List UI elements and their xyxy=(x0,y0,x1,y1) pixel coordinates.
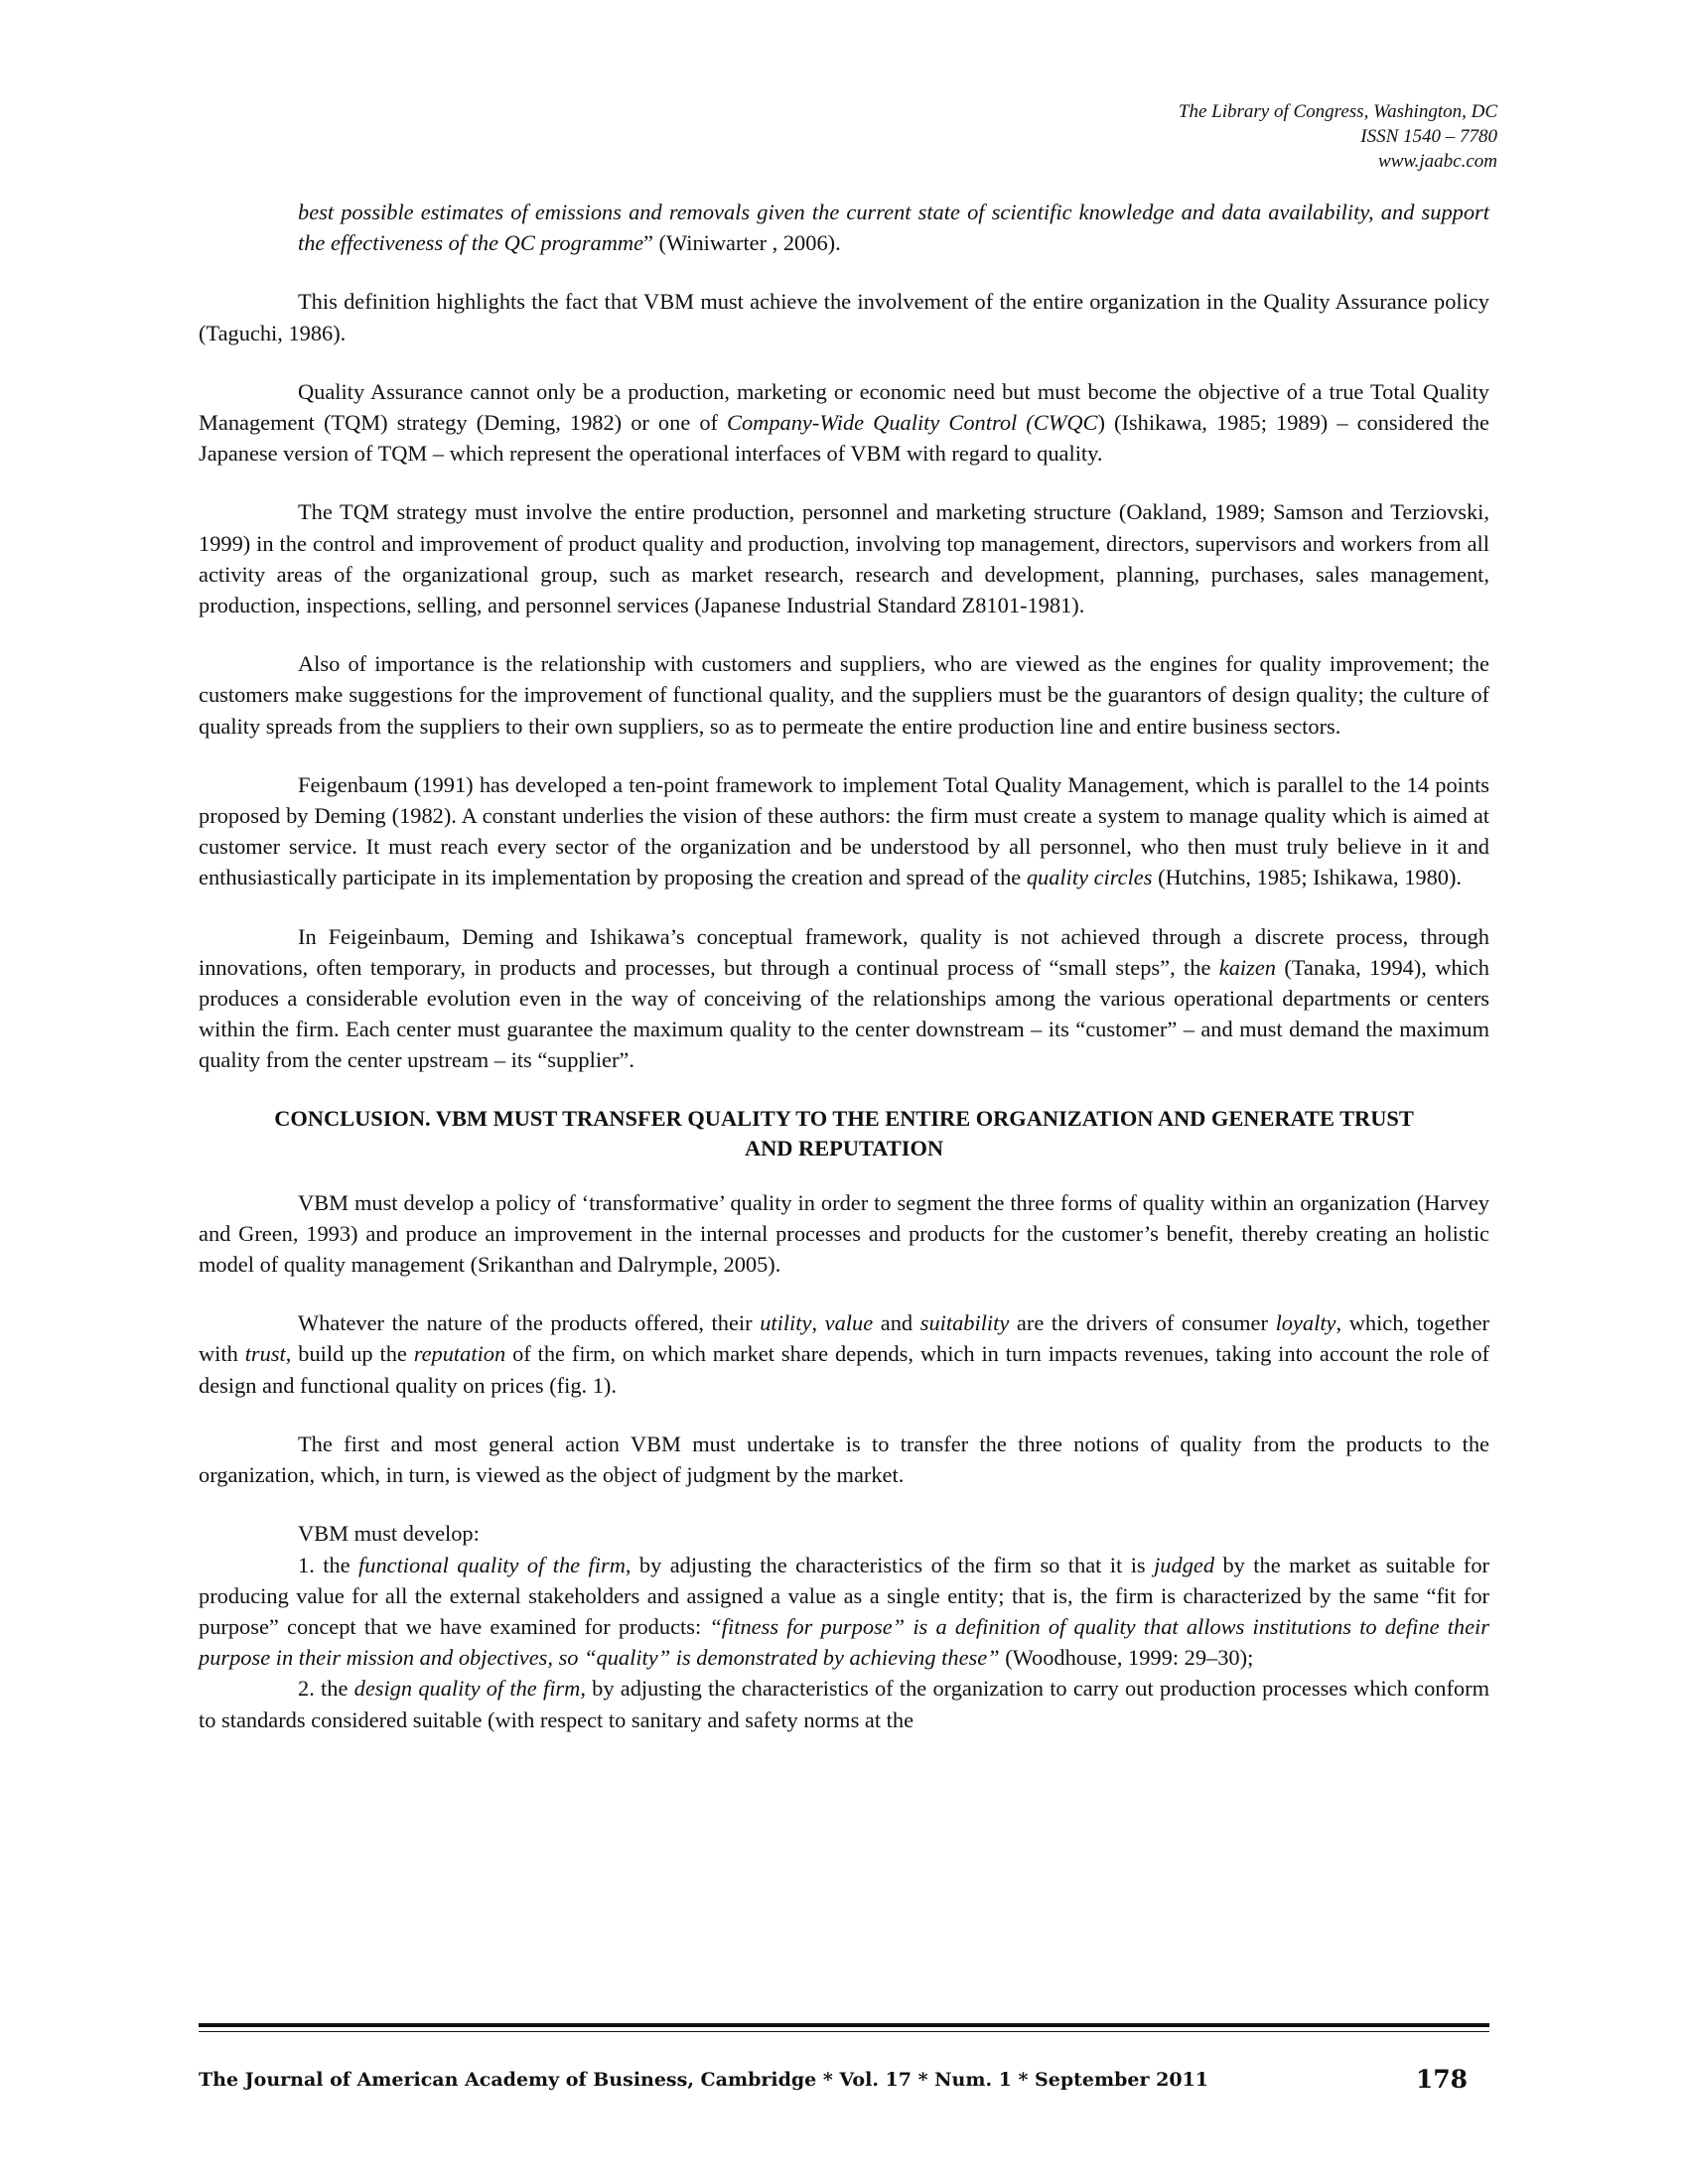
paragraph-definition: This definition highlights the fact that VBM must achieve the involvement of the entire organization in the Quality Assurance policy (Taguchi, 1986). xyxy=(199,289,1489,345)
body-text xyxy=(199,197,1489,1735)
paragraph-quality-assurance: Quality Assurance cannot only be a production, marketing or economic need but must become the objective of a true Total Quality Management (TQM) strategy (Deming, 1982) or one of Company-Wide Quality Control (CWQC) (Ishikawa, 1985; 1989) – considered the Japanese version of TQM – which represent the operational interfaces of VBM with regard to quality. xyxy=(199,378,1489,467)
paragraph-tqm-strategy: The TQM strategy must involve the entire production, personnel and marketing structure (Oakland, 1989; Samson and Terziovski, 1999) in the control and improvement of product quality and production, involving top management, directors, supervisors and workers from all activity areas of the organizational group, such as market research, research and development, planning, purchases, sales management, production, inspections, selling, and personnel services (Japanese Industrial Standard Z8101-1981). xyxy=(199,499,1489,618)
paragraph-feigenbaum: Feigenbaum (1991) has developed a ten-point framework to implement Total Quality Management, which is parallel to the 14 points proposed by Deming (1982). A constant underlies the vision of these authors: the firm must create a system to manage quality which is aimed at customer service. It must reach every sector of the organization and be understood by all personnel, who then must truly believe in it and enthusiastically participate in its implementation by proposing the creation and spread of the quality circles (Hutchins, 1985; Ishikawa, 1980). xyxy=(199,771,1489,890)
list-item-functional-quality: 1. the functional quality of the firm, by adjusting the characteristics of the firm so that it is judged by the market as suitable for producing value for all the external stakeholders and assigned a value as a single entity; that is, the firm is characterized by the same “fit for purpose” concept that we have examined for products: “fitness for purpose” is a definition of quality that allows institutions to define their purpose in their mission and objectives, so “quality” is demonstrated by achieving these” (Woodhouse, 1999: 29–30); xyxy=(199,1552,1489,1671)
quote-continuation: best possible estimates of emissions and removals given the current state of scientific knowledge and data availability, and support the effectiveness of the QC programme” (Winiwarter , 2006). xyxy=(298,200,1489,256)
section-heading: CONCLUSION. VBM MUST TRANSFER QUALITY TO THE ENTIRE ORGANIZATION AND GENERATE TRUST AND REPUTATION xyxy=(274,1105,1414,1160)
footer-rule-thick xyxy=(199,2023,1489,2027)
page-number: 178 xyxy=(1415,2065,1468,2094)
running-header xyxy=(1179,99,1497,174)
paragraph-vbm-must-develop: VBM must develop: xyxy=(298,1521,480,1547)
paragraph-customers-suppliers: Also of importance is the relationship with customers and suppliers, who are viewed as the engines for quality improvement; the customers make suggestions for the improvement of functional quality, and the suppliers must be the guarantors of design quality; the culture of quality spreads from the suppliers to their own suppliers, so as to permeate the entire production line and entire business sectors. xyxy=(199,651,1489,739)
header-line-1: The Library of Congress, Washington, DC xyxy=(1178,101,1497,122)
paragraph-transfer-notions: The first and most general action VBM must undertake is to transfer the three notions of quality from the products to the organization, which, in turn, is viewed as the object of judgment by the market. xyxy=(199,1431,1489,1488)
header-line-3: www.jaabc.com xyxy=(1378,151,1497,172)
list-item-design-quality: 2. the design quality of the firm, by adjusting the characteristics of the organization to carry out production processes which conform to standards considered suitable (with respect to sanitary and safety norms at the xyxy=(199,1676,1489,1732)
footer-rule-thin xyxy=(199,2031,1489,2032)
header-line-2: ISSN 1540 – 7780 xyxy=(1360,126,1497,147)
paragraph-drivers-loyalty: Whatever the nature of the products offered, their utility, value and suitability are the drivers of consumer loyalty, which, together with trust, build up the reputation of the firm, on which market share depends, which in turn impacts revenues, taking into account the role of design and functional quality on prices (fig. 1). xyxy=(199,1310,1489,1398)
paragraph-transformative-quality: VBM must develop a policy of ‘transformative’ quality in order to segment the three forms of quality within an organization (Harvey and Green, 1993) and produce an improvement in the internal processes and products for the customer’s benefit, thereby creating an holistic model of quality management (Srikanthan and Dalrymple, 2005). xyxy=(199,1189,1489,1278)
paragraph-kaizen: In Feigeinbaum, Deming and Ishikawa’s conceptual framework, quality is not achieved through a discrete process, through innovations, often temporary, in products and processes, but through a continual process of “small steps”, the kaizen (Tanaka, 1994), which produces a considerable evolution even in the way of conceiving of the relationships among the various operational departments or centers within the firm. Each center must guarantee the maximum quality to the center downstream – its “customer” – and must demand the maximum quality from the center upstream – its “supplier”. xyxy=(199,923,1489,1073)
journal-citation: The Journal of American Academy of Business, Cambridge * Vol. 17 * Num. 1 * September 2011 xyxy=(199,2069,1209,2091)
